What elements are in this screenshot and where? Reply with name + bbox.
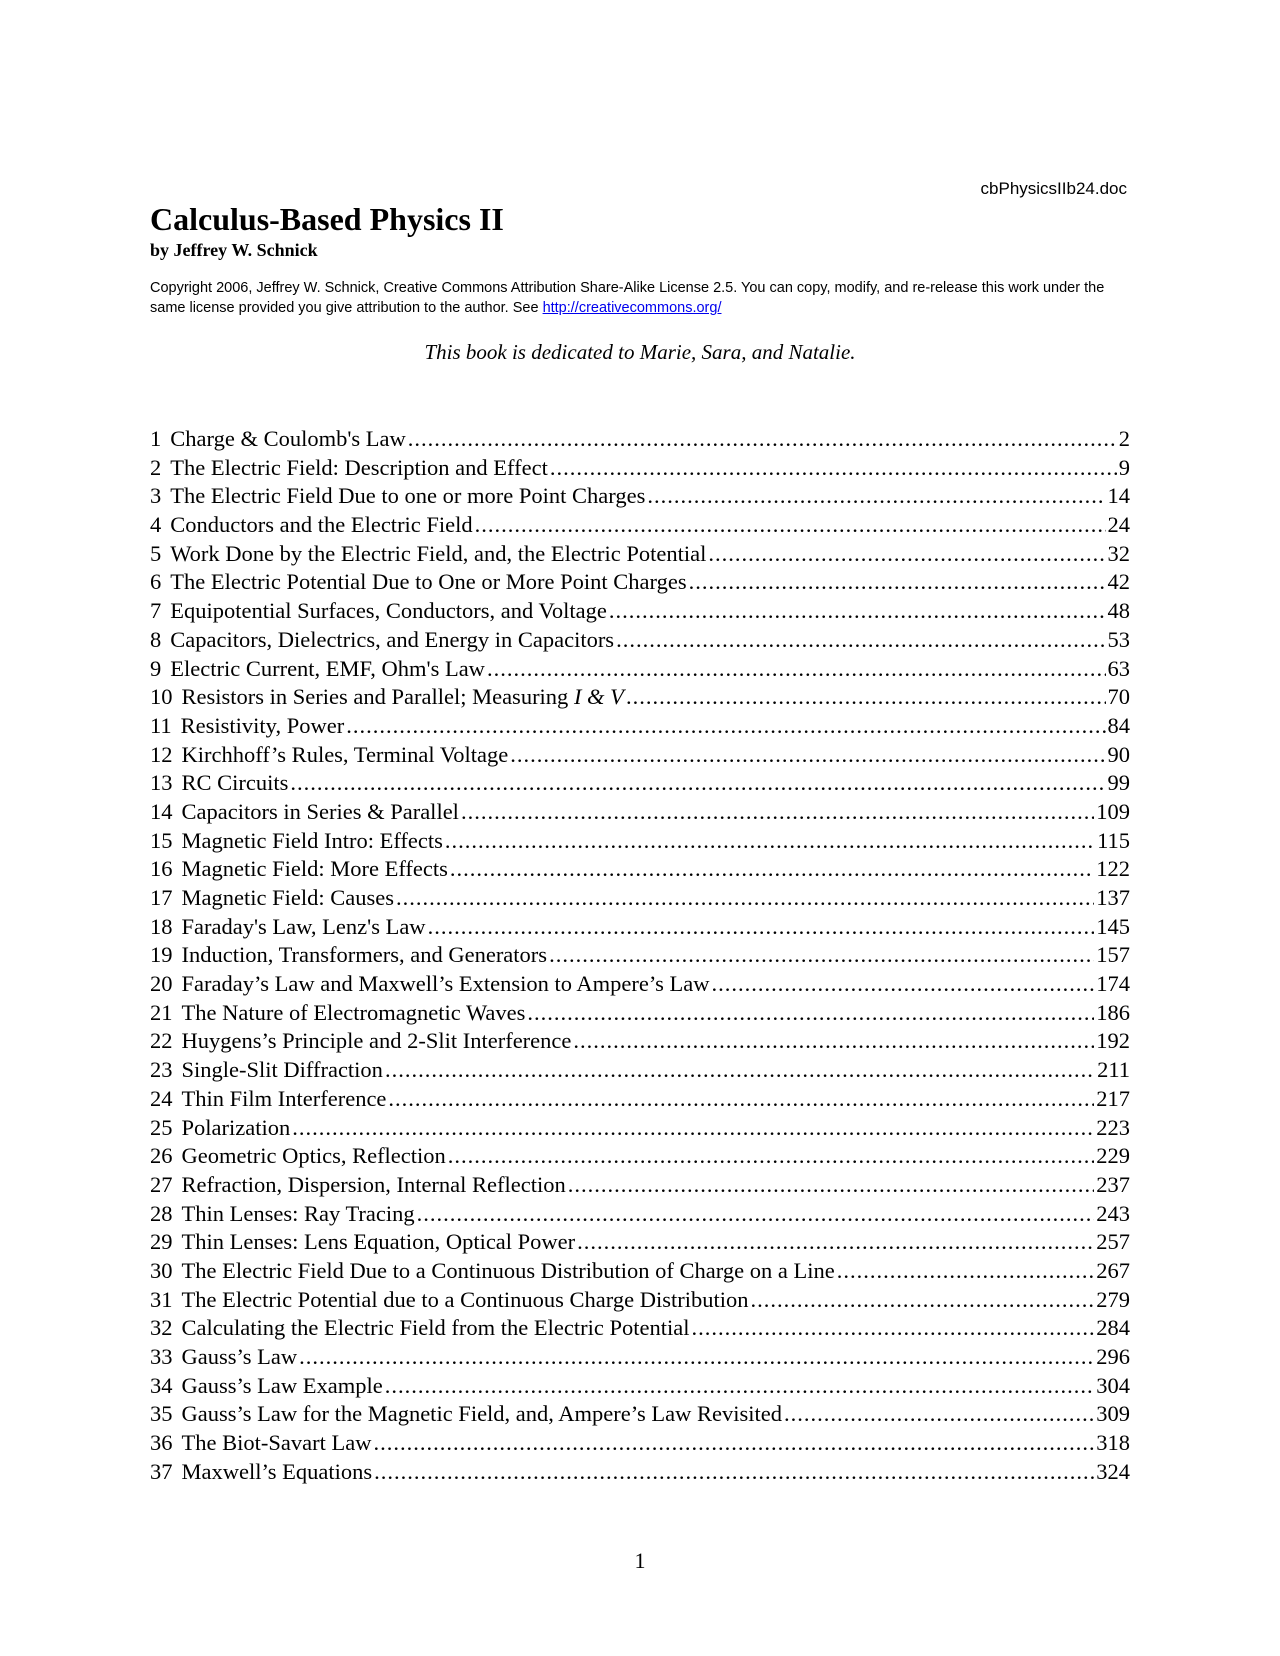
toc-entry-page: 229 — [1096, 1143, 1130, 1169]
license-link[interactable]: http://creativecommons.org/ — [542, 300, 722, 316]
toc-entry-title — [170, 482, 645, 511]
toc-entry-number: 28 — [150, 1200, 173, 1226]
toc-entry[interactable] — [150, 626, 1130, 655]
toc-entry[interactable] — [150, 425, 1130, 454]
toc-entry-title — [170, 511, 472, 540]
toc-entry[interactable] — [150, 568, 1130, 597]
toc-leader-dots — [445, 827, 1095, 856]
document-title: Calculus-Based Physics II — [150, 201, 504, 237]
toc-leader-dots — [292, 1114, 1094, 1143]
toc-entry[interactable] — [150, 1142, 1130, 1171]
toc-entry-number: 23 — [150, 1057, 173, 1083]
toc-entry-title — [182, 855, 448, 884]
toc-entry-title — [182, 1343, 298, 1372]
toc-entry[interactable] — [150, 1286, 1130, 1315]
toc-entry-title — [182, 884, 394, 913]
toc-entry-title — [182, 798, 459, 827]
toc-entry-page: 99 — [1107, 770, 1130, 796]
toc-entry-number: 5 — [150, 540, 162, 566]
toc-leader-dots — [510, 741, 1105, 770]
toc-entry-title — [182, 1372, 383, 1401]
toc-entry-title — [182, 1458, 373, 1487]
document-author: by Jeffrey W. Schnick — [150, 240, 318, 260]
toc-entry-number: 22 — [150, 1028, 173, 1054]
toc-entry-title-text: Kirchhoff’s Rules, Terminal Voltage — [181, 741, 509, 767]
toc-entry-title — [182, 1429, 372, 1458]
toc-entry-title-text: Geometric Optics, Reflection — [181, 1143, 446, 1169]
toc-entry-title — [181, 712, 345, 741]
toc-entry-number: 25 — [150, 1114, 173, 1140]
toc-leader-dots — [689, 568, 1106, 597]
toc-entry-page: 284 — [1096, 1315, 1130, 1341]
toc-entry-page: 309 — [1096, 1401, 1130, 1427]
toc-entry-page: 109 — [1096, 798, 1130, 824]
copyright-text: Copyright 2006, Jeffrey W. Schnick, Creative Commons Attribution Share-Alike License 2.5. You can copy, modify, and re-release this work under the same license provided you give attribution to the author. See — [150, 280, 1105, 316]
toc-leader-dots — [549, 941, 1094, 970]
toc-entry-title-text: The Electric Potential due to a Continuous Charge Distribution — [181, 1286, 749, 1312]
toc-entry-page: 304 — [1096, 1372, 1130, 1398]
toc-entry-title-text: Magnetic Field: Causes — [181, 885, 394, 910]
toc-entry-title — [182, 999, 526, 1028]
toc-entry-title-text: Magnetic Field Intro: Effects — [181, 827, 443, 853]
table-of-contents — [150, 425, 1130, 1486]
toc-entry-title — [182, 1200, 415, 1229]
toc-entry[interactable] — [150, 1085, 1130, 1114]
toc-leader-dots — [346, 712, 1105, 741]
toc-entry[interactable] — [150, 941, 1130, 970]
toc-entry-title-text: Equipotential Surfaces, Conductors, and Voltage — [170, 598, 607, 624]
toc-entry-number: 17 — [150, 885, 173, 910]
toc-leader-dots — [712, 970, 1095, 999]
toc-entry-title — [170, 655, 485, 684]
toc-entry-number: 34 — [150, 1372, 173, 1398]
toc-leader-dots — [396, 884, 1094, 913]
toc-leader-dots — [527, 999, 1094, 1028]
toc-leader-dots — [417, 1200, 1095, 1229]
toc-leader-dots — [573, 1027, 1094, 1056]
toc-entry[interactable] — [150, 1314, 1130, 1343]
toc-entry-title — [182, 1171, 566, 1200]
toc-entry-title-text: Capacitors in Series & Parallel — [181, 798, 459, 824]
toc-leader-dots — [609, 597, 1106, 626]
toc-leader-dots — [373, 1429, 1094, 1458]
toc-entry-title-text: Refraction, Dispersion, Internal Reflection — [181, 1171, 566, 1197]
toc-entry-number: 21 — [150, 999, 173, 1025]
toc-entry[interactable] — [150, 712, 1130, 741]
toc-entry[interactable] — [150, 1400, 1130, 1429]
toc-entry-number: 3 — [150, 483, 162, 509]
toc-entry[interactable] — [150, 999, 1130, 1028]
toc-entry-title-text: Induction, Transformers, and Generators — [181, 942, 548, 968]
toc-entry-page: 296 — [1096, 1344, 1130, 1369]
toc-entry-title-text: Thin Lenses: Lens Equation, Optical Power — [181, 1229, 576, 1255]
toc-entry-title — [170, 568, 686, 597]
toc-leader-dots — [448, 1142, 1094, 1171]
toc-entry-title — [182, 769, 289, 798]
toc-entry-title-text: Single-Slit Diffraction — [181, 1057, 383, 1083]
toc-entry-page: 137 — [1096, 885, 1130, 910]
toc-entry-title-text: The Electric Field Due to a Continuous Distribution of Charge on a Line — [181, 1257, 835, 1283]
toc-entry-title-text: The Electric Potential Due to One or More Point Charges — [170, 569, 687, 595]
toc-entry-title — [182, 1228, 576, 1257]
toc-entry-title — [182, 1286, 749, 1315]
toc-entry-page: 243 — [1096, 1200, 1130, 1226]
toc-entry-number: 8 — [150, 626, 162, 652]
toc-leader-dots — [837, 1257, 1095, 1286]
toc-entry-page: 122 — [1096, 856, 1130, 882]
toc-entry-page: 63 — [1107, 655, 1130, 681]
copyright-notice — [150, 278, 1130, 318]
toc-leader-dots — [385, 1056, 1095, 1085]
toc-entry-page: 267 — [1096, 1257, 1130, 1283]
toc-entry[interactable] — [150, 1257, 1130, 1286]
toc-leader-dots — [461, 798, 1094, 827]
toc-entry-page: 115 — [1097, 827, 1130, 853]
toc-entry[interactable] — [150, 1228, 1130, 1257]
toc-entry-title-text: Conductors and the Electric Field — [170, 512, 473, 538]
toc-entry-number: 6 — [150, 569, 162, 595]
toc-entry-title-text: Thin Film Interference — [181, 1085, 387, 1111]
toc-entry-title — [182, 1027, 572, 1056]
toc-entry-title-text: The Electric Field: Description and Effect — [170, 454, 548, 480]
toc-leader-dots — [647, 482, 1105, 511]
toc-leader-dots — [691, 1314, 1094, 1343]
toc-entry-title-text: Maxwell’s Equations — [181, 1458, 373, 1484]
toc-entry-number: 14 — [150, 798, 173, 824]
toc-entry-title — [182, 1085, 387, 1114]
toc-entry[interactable] — [150, 511, 1130, 540]
toc-entry-title — [170, 425, 406, 454]
toc-entry[interactable] — [150, 884, 1130, 913]
toc-entry-page: 192 — [1096, 1028, 1130, 1054]
toc-entry-page: 2 — [1118, 426, 1130, 451]
toc-leader-dots — [374, 1458, 1094, 1487]
toc-entry-page: 237 — [1096, 1171, 1130, 1197]
toc-entry-title-text: Gauss’s Law for the Magnetic Field, and, Ampere’s Law Revisited — [181, 1401, 782, 1427]
toc-entry[interactable] — [150, 1056, 1130, 1085]
toc-entry-title-text: Faraday's Law, Lenz's Law — [181, 913, 426, 939]
toc-entry-title-text: Magnetic Field: More Effects — [181, 856, 448, 882]
toc-leader-dots — [626, 683, 1106, 712]
toc-entry-title — [170, 454, 548, 483]
toc-entry[interactable] — [150, 655, 1130, 684]
toc-entry-page: 257 — [1096, 1229, 1130, 1255]
toc-entry-number: 13 — [150, 770, 173, 796]
toc-entry[interactable] — [150, 540, 1130, 569]
toc-entry[interactable] — [150, 1343, 1130, 1372]
toc-entry-number: 12 — [150, 741, 173, 767]
toc-entry-number: 9 — [150, 655, 162, 681]
toc-entry[interactable] — [150, 1429, 1130, 1458]
toc-leader-dots — [750, 1286, 1094, 1315]
toc-entry-page: 279 — [1096, 1286, 1130, 1312]
toc-entry-number: 20 — [150, 971, 173, 997]
toc-entry-number: 31 — [150, 1286, 173, 1312]
toc-entry-page: 90 — [1107, 741, 1130, 767]
toc-entry[interactable] — [150, 1458, 1130, 1487]
toc-entry-number: 24 — [150, 1085, 173, 1111]
toc-entry[interactable] — [150, 482, 1130, 511]
toc-entry-title — [170, 597, 607, 626]
toc-leader-dots — [408, 425, 1117, 454]
toc-entry-title — [182, 1400, 783, 1429]
toc-entry-number: 4 — [150, 512, 162, 538]
toc-entry-page: 318 — [1096, 1430, 1130, 1456]
toc-entry-title — [182, 1142, 446, 1171]
toc-entry-number: 10 — [150, 684, 173, 710]
toc-entry-number: 1 — [150, 426, 162, 451]
toc-entry-page: 9 — [1118, 454, 1130, 480]
toc-entry-page: 174 — [1096, 971, 1130, 997]
toc-leader-dots — [290, 769, 1105, 798]
toc-entry-title-text: Thin Lenses: Ray Tracing — [181, 1200, 415, 1226]
toc-entry-page: 14 — [1107, 483, 1130, 509]
toc-entry-page: 223 — [1096, 1114, 1130, 1140]
toc-entry-title — [182, 1257, 835, 1286]
toc-entry[interactable] — [150, 1114, 1130, 1143]
toc-entry-title-italic: I & V — [573, 684, 624, 710]
toc-entry-title — [182, 1314, 690, 1343]
toc-entry-number: 33 — [150, 1344, 173, 1369]
toc-entry-title — [170, 626, 614, 655]
toc-entry-page: 53 — [1107, 626, 1130, 652]
toc-entry-title-text: Polarization — [181, 1114, 291, 1140]
toc-entry-title-text: Electric Current, EMF, Ohm's Law — [170, 655, 485, 681]
toc-entry-title-text: Gauss’s Law Example — [181, 1372, 383, 1398]
toc-entry-number: 2 — [150, 454, 162, 480]
toc-entry-page: 145 — [1096, 913, 1130, 939]
toc-entry-title-text: Faraday’s Law and Maxwell’s Extension to Ampere’s Law — [181, 971, 710, 997]
toc-leader-dots — [568, 1171, 1095, 1200]
toc-entry-number: 29 — [150, 1229, 173, 1255]
toc-leader-dots — [385, 1372, 1095, 1401]
toc-leader-dots — [577, 1228, 1094, 1257]
toc-entry-title-text: Charge & Coulomb's Law — [170, 426, 406, 451]
toc-entry-number: 18 — [150, 913, 173, 939]
toc-entry-number: 26 — [150, 1143, 173, 1169]
toc-entry-title — [182, 941, 548, 970]
toc-entry-number: 30 — [150, 1257, 173, 1283]
toc-entry-title-text: The Electric Field Due to one or more Point Charges — [170, 483, 646, 509]
toc-entry-number: 19 — [150, 942, 173, 968]
toc-entry-page: 84 — [1107, 712, 1130, 738]
toc-entry-number: 37 — [150, 1458, 173, 1484]
toc-entry-title-text: The Biot-Savart Law — [181, 1430, 372, 1456]
toc-entry-title-text: Resistors in Series and Parallel; Measuring — [181, 684, 569, 710]
toc-entry[interactable] — [150, 798, 1130, 827]
toc-entry-page: 48 — [1107, 598, 1130, 624]
toc-entry-title — [182, 1056, 383, 1085]
toc-entry-title-text: RC Circuits — [181, 770, 289, 796]
toc-leader-dots — [388, 1085, 1094, 1114]
toc-entry-page: 217 — [1096, 1085, 1130, 1111]
toc-entry-title — [170, 540, 706, 569]
toc-leader-dots — [550, 454, 1117, 483]
toc-leader-dots — [299, 1343, 1094, 1372]
toc-entry[interactable] — [150, 769, 1130, 798]
toc-entry-page: 324 — [1096, 1458, 1130, 1484]
toc-entry-title-text: Huygens’s Principle and 2-Slit Interference — [181, 1028, 572, 1054]
toc-entry-title-text: The Nature of Electromagnetic Waves — [181, 999, 526, 1025]
toc-entry[interactable] — [150, 454, 1130, 483]
toc-entry-page: 42 — [1107, 569, 1130, 595]
toc-entry-page: 157 — [1096, 942, 1130, 968]
toc-entry[interactable] — [150, 855, 1130, 884]
toc-entry-title-text: Work Done by the Electric Field, and, the Electric Potential — [170, 540, 707, 566]
toc-leader-dots — [708, 540, 1105, 569]
toc-entry-number: 36 — [150, 1430, 173, 1456]
toc-entry[interactable] — [150, 970, 1130, 999]
toc-entry-title-text: Capacitors, Dielectrics, and Energy in Capacitors — [170, 626, 615, 652]
toc-entry-number: 15 — [150, 827, 173, 853]
document-filename: cbPhysicsIIb24.doc — [980, 179, 1127, 198]
dedication: This book is dedicated to Marie, Sara, and Natalie. — [424, 340, 856, 364]
toc-leader-dots — [428, 913, 1095, 942]
toc-entry[interactable] — [150, 597, 1130, 626]
toc-entry-page: 211 — [1097, 1057, 1130, 1083]
toc-leader-dots — [475, 511, 1106, 540]
toc-entry[interactable] — [150, 1372, 1130, 1401]
toc-entry-number: 7 — [150, 598, 162, 624]
toc-entry-title — [182, 741, 509, 770]
toc-entry[interactable] — [150, 1027, 1130, 1056]
toc-entry[interactable] — [150, 1171, 1130, 1200]
toc-entry-page: 186 — [1096, 999, 1130, 1025]
toc-entry-title-text: Gauss’s Law — [181, 1344, 298, 1369]
toc-entry-title — [182, 1114, 291, 1143]
toc-entry-page: 70 — [1107, 684, 1130, 710]
toc-entry-title-text: Calculating the Electric Field from the Electric Potential — [181, 1315, 690, 1341]
toc-entry-title — [182, 683, 624, 712]
toc-entry-page: 24 — [1107, 512, 1130, 538]
toc-entry-number: 35 — [150, 1401, 173, 1427]
toc-entry[interactable] — [150, 827, 1130, 856]
toc-entry-number: 16 — [150, 856, 173, 882]
toc-entry-title — [182, 970, 710, 999]
toc-entry-title — [182, 913, 426, 942]
toc-leader-dots — [487, 655, 1106, 684]
toc-leader-dots — [450, 855, 1094, 884]
toc-entry[interactable] — [150, 741, 1130, 770]
toc-entry-title — [182, 827, 443, 856]
toc-entry[interactable] — [150, 913, 1130, 942]
toc-entry-title-text: Resistivity, Power — [180, 712, 345, 738]
toc-entry-number: 27 — [150, 1171, 173, 1197]
toc-entry-page: 32 — [1107, 540, 1130, 566]
toc-leader-dots — [616, 626, 1105, 655]
page-number: 1 — [634, 1548, 646, 1573]
toc-entry[interactable] — [150, 1200, 1130, 1229]
toc-leader-dots — [784, 1400, 1094, 1429]
toc-entry-number: 32 — [150, 1315, 173, 1341]
toc-entry-number: 11 — [150, 712, 172, 738]
toc-entry[interactable] — [150, 683, 1130, 712]
